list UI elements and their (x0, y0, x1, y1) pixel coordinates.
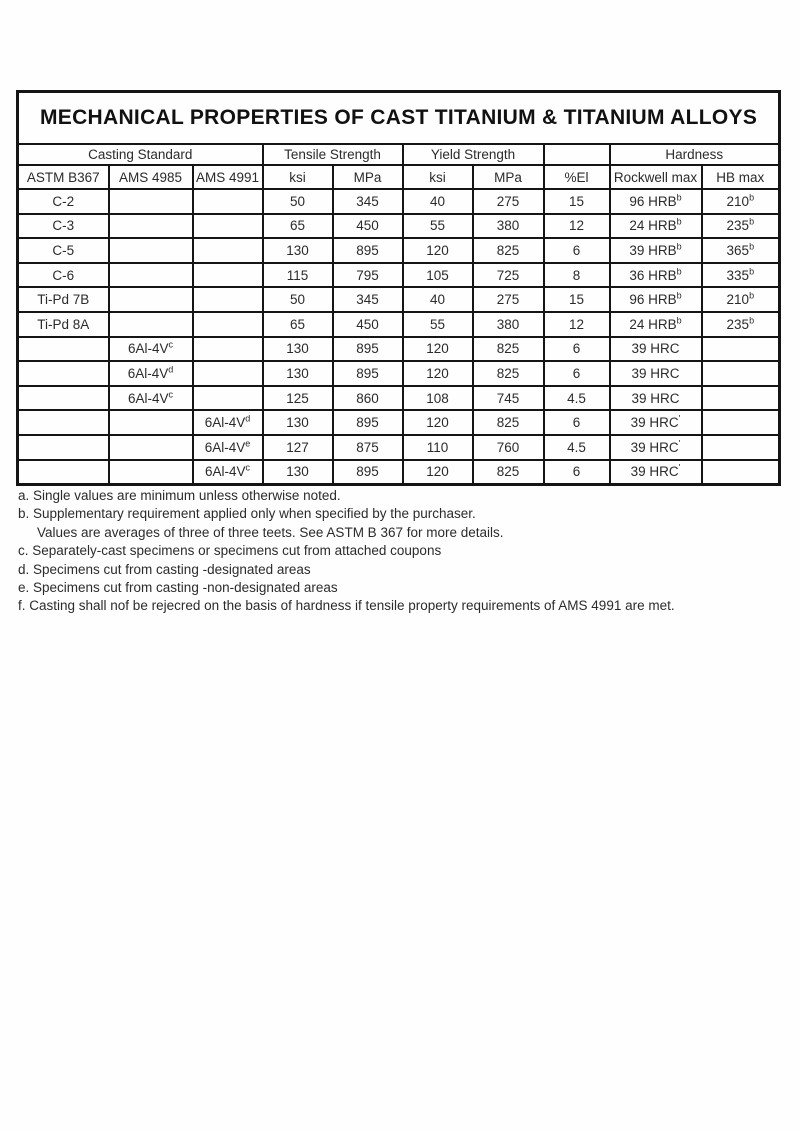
table-cell (702, 386, 780, 411)
table-cell: 760 (473, 435, 544, 460)
table-cell: 210$^b$ (702, 287, 780, 312)
col-header-astm-b367: ASTM B367 (18, 165, 109, 189)
table-cell: 345 (333, 189, 403, 214)
table-cell: 39 HRC' (610, 460, 702, 485)
table-cell: 130 (263, 361, 333, 386)
table-cell: 115 (263, 263, 333, 288)
table-cell (109, 312, 193, 337)
table-cell: 39 HRC' (610, 410, 702, 435)
group-header-blank (544, 144, 610, 165)
table-cell (109, 287, 193, 312)
table-cell: 12 (544, 214, 610, 239)
table-cell: 120 (403, 238, 473, 263)
table-row (18, 337, 780, 362)
col-header-tensile-ksi: ksi (263, 165, 333, 189)
table-cell: C-6 (18, 263, 109, 288)
table-cell: 210$^b$ (702, 189, 780, 214)
table-cell: 110 (403, 435, 473, 460)
table-cell: 15 (544, 189, 610, 214)
table-row (18, 312, 780, 337)
table-cell: 6 (544, 238, 610, 263)
table-cell (109, 435, 193, 460)
table-cell: 130 (263, 460, 333, 485)
table-cell: 745 (473, 386, 544, 411)
page-title: MECHANICAL PROPERTIES OF CAST TITANIUM & TITANIUM ALLOYS (18, 92, 780, 145)
table-cell: 825 (473, 460, 544, 485)
table-cell: 8 (544, 263, 610, 288)
footnote-c: c. Separately-cast specimens or specimens cut from attached coupons (18, 543, 442, 559)
table-cell: 380 (473, 214, 544, 239)
table-row (18, 435, 780, 460)
table-cell: Ti-Pd 7B (18, 287, 109, 312)
table-cell: 50 (263, 189, 333, 214)
properties-table (16, 90, 781, 486)
footnote-b: b. Supplementary requirement applied only when specified by the purchaser. (18, 506, 476, 522)
table-cell: C-3 (18, 214, 109, 239)
table-cell: 825 (473, 337, 544, 362)
table-cell: 120 (403, 337, 473, 362)
table-row (18, 214, 780, 239)
table-cell: $6Al-4V^c$ (109, 386, 193, 411)
table-cell (193, 386, 263, 411)
table-cell (109, 460, 193, 485)
table-cell: 895 (333, 361, 403, 386)
col-header-hb-max: HB max (702, 165, 780, 189)
table-cell: 65 (263, 214, 333, 239)
table-cell: 39 HRC (610, 361, 702, 386)
table-cell: 125 (263, 386, 333, 411)
footnote-a: a. Single values are minimum unless otherwise noted. (18, 488, 341, 503)
table-cell (193, 361, 263, 386)
table-cell: $6Al-4V^d$ (193, 410, 263, 435)
table-cell: 15 (544, 287, 610, 312)
table-cell: 120 (403, 410, 473, 435)
table-cell: 36 HRB$^b$ (610, 263, 702, 288)
table-cell: 127 (263, 435, 333, 460)
table-cell: 275 (473, 287, 544, 312)
table-cell: 895 (333, 460, 403, 485)
table-cell (109, 189, 193, 214)
table-cell: 39 HRC (610, 337, 702, 362)
table-cell: 825 (473, 361, 544, 386)
table-cell: 65 (263, 312, 333, 337)
table-cell: 4.5 (544, 386, 610, 411)
table-cell: 825 (473, 410, 544, 435)
table-cell: 24 HRB$^b$ (610, 214, 702, 239)
table-cell: 875 (333, 435, 403, 460)
table-cell: 120 (403, 361, 473, 386)
table-cell (109, 410, 193, 435)
table-cell: 40 (403, 189, 473, 214)
table-cell: 860 (333, 386, 403, 411)
table-cell (18, 386, 109, 411)
table-cell (109, 214, 193, 239)
table-cell: 50 (263, 287, 333, 312)
table-cell: 825 (473, 238, 544, 263)
table-cell: 895 (333, 410, 403, 435)
table-cell (193, 287, 263, 312)
table-cell (702, 435, 780, 460)
table-cell: 108 (403, 386, 473, 411)
table-cell: $6Al-4V^c$ (109, 337, 193, 362)
col-header-rockwell-max: Rockwell max (610, 165, 702, 189)
table-cell: 365$^b$ (702, 238, 780, 263)
table-cell: 55 (403, 312, 473, 337)
col-header-ams-4985: AMS 4985 (109, 165, 193, 189)
table-cell (18, 435, 109, 460)
table-cell: 4.5 (544, 435, 610, 460)
table-cell (193, 263, 263, 288)
table-cell (702, 460, 780, 485)
table-cell: Ti-Pd 8A (18, 312, 109, 337)
col-header-ams-4991: AMS 4991 (193, 165, 263, 189)
table-cell (18, 410, 109, 435)
table-cell (193, 189, 263, 214)
table-cell: C-5 (18, 238, 109, 263)
footnotes (18, 487, 784, 616)
table-cell (702, 410, 780, 435)
table-row (18, 361, 780, 386)
table-row (18, 410, 780, 435)
table-cell: 6 (544, 337, 610, 362)
table-cell (109, 263, 193, 288)
footnote-b-continued: Values are averages of three of three teets. See ASTM B 367 for more details. (37, 524, 504, 540)
table-cell: 105 (403, 263, 473, 288)
table-row (18, 189, 780, 214)
table-cell: 120 (403, 460, 473, 485)
table-cell (18, 337, 109, 362)
group-header-row (18, 144, 780, 165)
table-cell: 39 HRC' (610, 435, 702, 460)
table-cell (702, 361, 780, 386)
table-cell: 130 (263, 410, 333, 435)
footnote-f: f. Casting shall nof be rejecred on the basis of hardness if tensile property requirements of AMS 4991 are met. (18, 598, 675, 614)
table-cell (18, 460, 109, 485)
table-cell (193, 214, 263, 239)
table-cell: 130 (263, 337, 333, 362)
table-cell: 235$^b$ (702, 214, 780, 239)
table-cell: 96 HRB$^b$ (610, 287, 702, 312)
table-row (18, 287, 780, 312)
table-cell (109, 238, 193, 263)
group-header-hardness: Hardness (610, 144, 780, 165)
footnote-d: d. Specimens cut from casting -designated areas (18, 561, 311, 577)
table-cell: 12 (544, 312, 610, 337)
table-cell: $6Al-4V^d$ (109, 361, 193, 386)
group-header-casting-standard: Casting Standard (18, 144, 263, 165)
table-cell: 130 (263, 238, 333, 263)
table-cell: 895 (333, 238, 403, 263)
group-header-yield-strength: Yield Strength (403, 144, 544, 165)
table-cell: 450 (333, 214, 403, 239)
col-header-tensile-mpa: MPa (333, 165, 403, 189)
table-cell: 335$^b$ (702, 263, 780, 288)
table-cell: 24 HRB$^b$ (610, 312, 702, 337)
table-cell: 795 (333, 263, 403, 288)
table-cell: 40 (403, 287, 473, 312)
table-cell: 725 (473, 263, 544, 288)
table-cell: 55 (403, 214, 473, 239)
table-cell (193, 337, 263, 362)
col-header-percent-el: %El (544, 165, 610, 189)
group-header-tensile-strength: Tensile Strength (263, 144, 403, 165)
table-cell (193, 312, 263, 337)
title-row (18, 92, 780, 145)
table-cell: C-2 (18, 189, 109, 214)
table-row (18, 238, 780, 263)
table-cell: 39 HRB$^b$ (610, 238, 702, 263)
table-cell (193, 238, 263, 263)
column-header-row (18, 165, 780, 189)
table-row (18, 460, 780, 485)
table-cell: 6 (544, 410, 610, 435)
table-row (18, 386, 780, 411)
table-cell: 6Al-4Ve (193, 435, 263, 460)
table-cell: $6Al-4V^c$ (193, 460, 263, 485)
col-header-yield-ksi: ksi (403, 165, 473, 189)
table-cell: 450 (333, 312, 403, 337)
table-row (18, 263, 780, 288)
footnote-e: e. Specimens cut from casting -non-designated areas (18, 580, 338, 596)
table-cell: 96 HRB$^b$ (610, 189, 702, 214)
table-cell: 275 (473, 189, 544, 214)
table-cell: 345 (333, 287, 403, 312)
table-cell (702, 337, 780, 362)
table-cell: 39 HRC (610, 386, 702, 411)
table-cell: 235$^b$ (702, 312, 780, 337)
col-header-yield-mpa: MPa (473, 165, 544, 189)
table-cell: 895 (333, 337, 403, 362)
table-cell (18, 361, 109, 386)
table-cell: 6 (544, 460, 610, 485)
table-cell: 380 (473, 312, 544, 337)
table-cell: 6 (544, 361, 610, 386)
